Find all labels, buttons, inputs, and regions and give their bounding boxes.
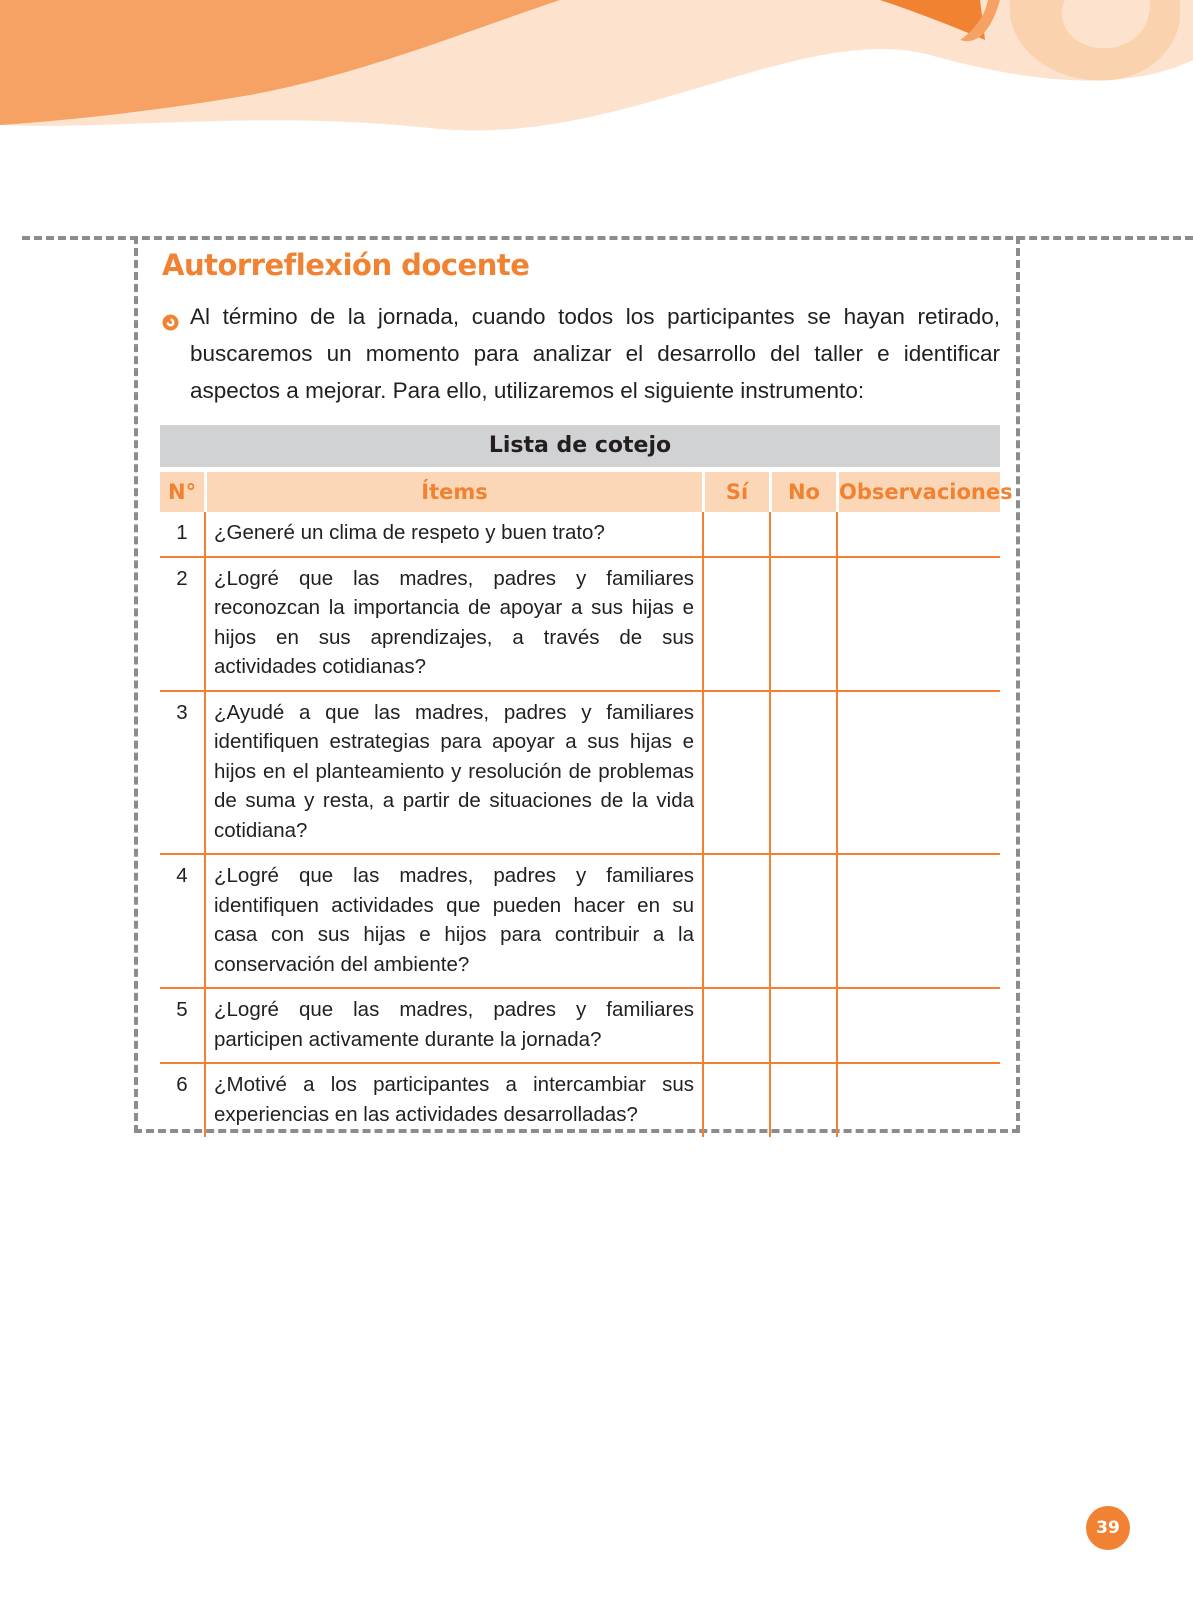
section-title: Autorreflexión docente <box>162 248 530 282</box>
row-number: 2 <box>160 556 204 690</box>
row-number: 1 <box>176 521 188 544</box>
checklist-caption: Lista de cotejo <box>160 425 1000 467</box>
observations-cell[interactable] <box>836 690 1000 854</box>
no-cell[interactable] <box>769 690 836 854</box>
si-cell[interactable] <box>702 512 769 556</box>
header-num: N° <box>160 472 204 512</box>
checklist-table <box>160 472 1013 1137</box>
no-cell[interactable] <box>769 987 836 1062</box>
table-row <box>160 690 1000 854</box>
row-item-text: ¿Logré que las madres, padres y familiares identifiquen actividades que pueden hacer en su casa con sus hijas e hijos para contribuir a la conservación del ambiente? <box>204 853 702 987</box>
si-cell[interactable] <box>702 556 769 690</box>
row-item-text: ¿Logré que las madres, padres y familiares reconozcan la importancia de apoyar a sus hijas e hijos en sus aprendizajes, a través de sus actividades cotidianas? <box>204 556 702 690</box>
no-cell[interactable] <box>769 556 836 690</box>
page-number-badge: 39 <box>1086 1506 1130 1550</box>
row-number: 4 <box>160 853 204 987</box>
row-item-text: ¿Ayudé a que las madres, padres y familiares identifiquen estrategias para apoyar a sus hijas e hijos en el planteamiento y resolución de problemas de suma y resta, a partir de situaciones de la vida cotidiana? <box>204 690 702 854</box>
table-row <box>160 512 1000 556</box>
observations-cell[interactable] <box>836 1062 1000 1137</box>
row-item-text: ¿Logré que las madres, padres y familiares participen activamente durante la jornada? <box>204 987 702 1062</box>
table-row <box>160 853 1000 987</box>
si-cell[interactable] <box>702 690 769 854</box>
no-cell[interactable] <box>769 853 836 987</box>
checklist-table-container <box>160 425 1013 1137</box>
observations-cell[interactable] <box>836 987 1000 1062</box>
bullet-icon <box>162 314 179 331</box>
table-row <box>160 987 1000 1062</box>
si-cell[interactable] <box>702 853 769 987</box>
si-cell[interactable] <box>702 987 769 1062</box>
header-no: No <box>769 472 836 512</box>
observations-cell[interactable] <box>836 556 1000 690</box>
row-number: 3 <box>160 690 204 854</box>
table-header-row <box>160 472 1000 512</box>
row-number: 5 <box>160 987 204 1062</box>
table-row <box>160 556 1000 690</box>
header-items: Ítems <box>204 472 702 512</box>
row-number: 6 <box>160 1062 204 1137</box>
observations-cell[interactable] <box>836 853 1000 987</box>
intro-paragraph: Al término de la jornada, cuando todos los participantes se hayan retirado, buscaremos un momento para analizar el desarrollo del taller e identificar aspectos a mejorar. Para ello, utilizaremos el siguiente instrumento: <box>190 304 1000 403</box>
header-si: Sí <box>702 472 769 512</box>
row-item-text: ¿Motivé a los participantes a intercambiar sus experiencias en las actividades desarrolladas? <box>204 1062 702 1137</box>
no-cell[interactable] <box>769 1062 836 1137</box>
no-cell[interactable] <box>769 512 836 556</box>
header-observations: Observaciones <box>836 472 1000 512</box>
si-cell[interactable] <box>702 1062 769 1137</box>
header-decoration <box>0 0 1193 140</box>
table-row <box>160 1062 1000 1137</box>
observations-cell[interactable] <box>836 512 1000 556</box>
row-item-text: ¿Generé un clima de respeto y buen trato? <box>204 512 702 556</box>
